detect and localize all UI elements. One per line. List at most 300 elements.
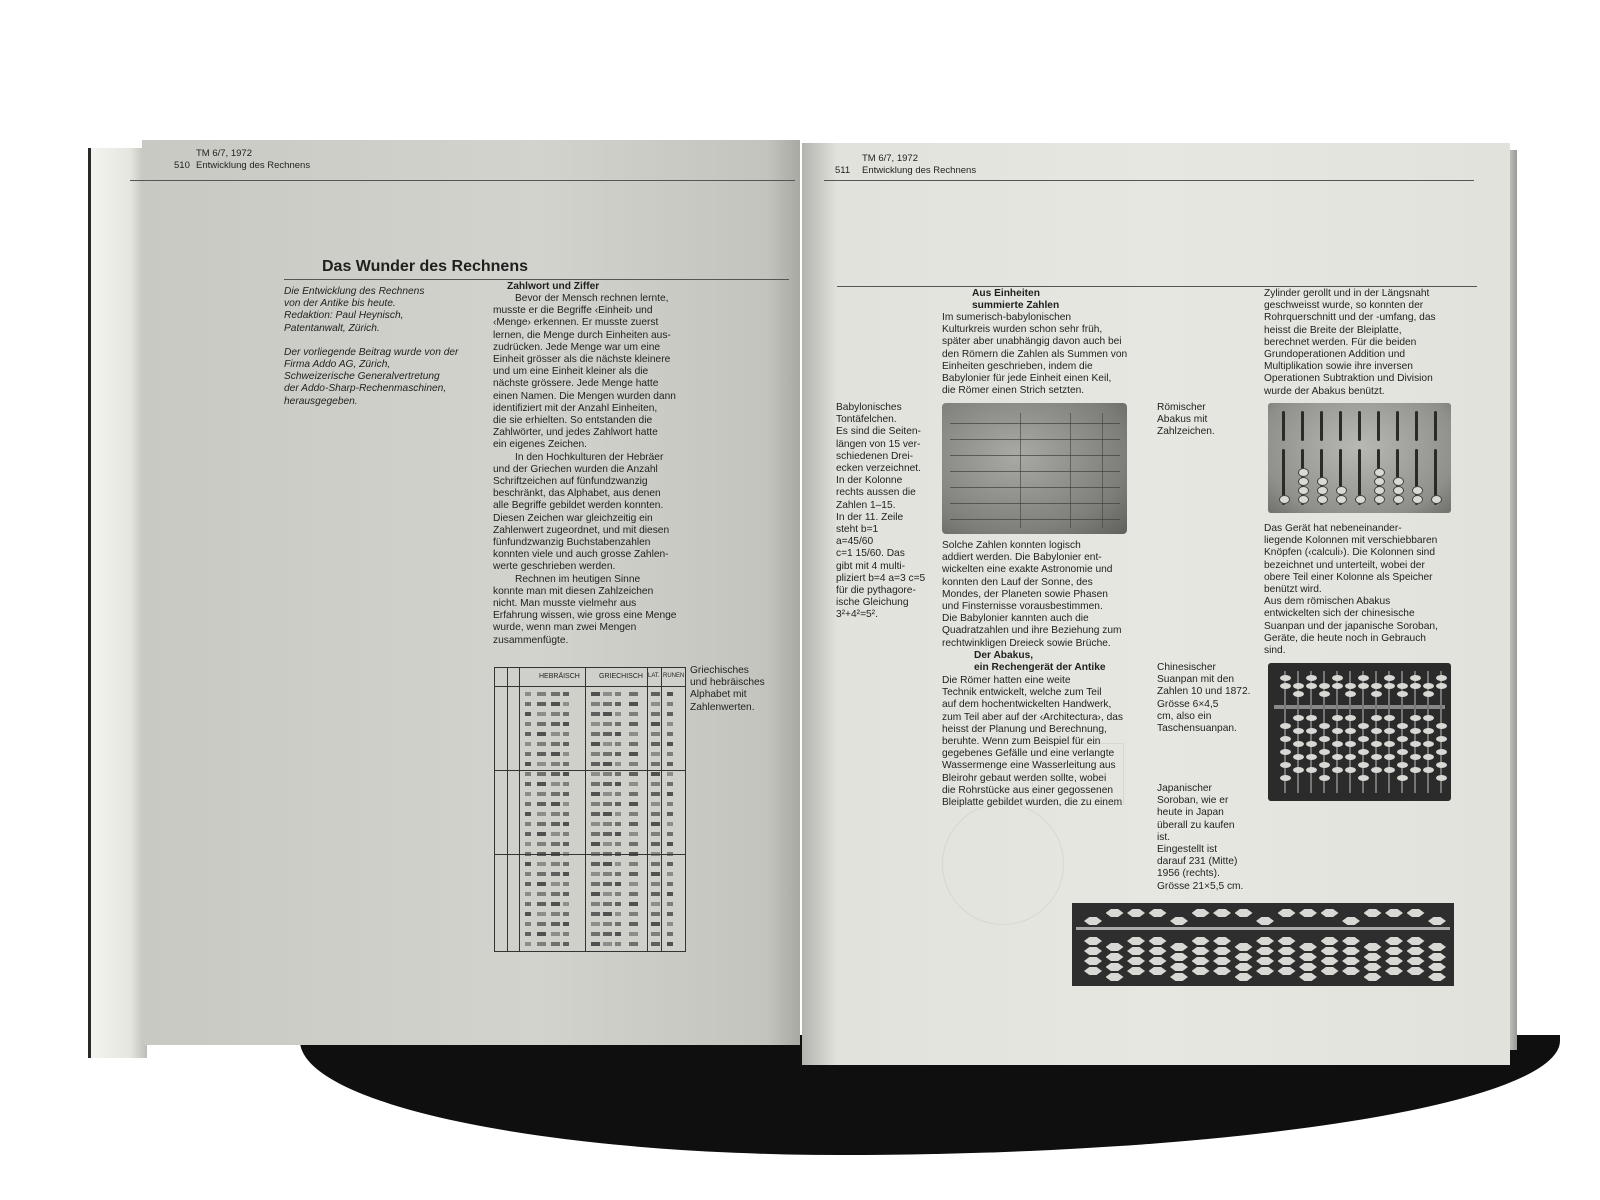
- suanpan-bead: [1306, 741, 1317, 747]
- table-glyph-mark: [667, 842, 673, 846]
- table-glyph-mark: [563, 862, 569, 866]
- table-glyph-mark: [537, 722, 546, 726]
- table-glyph-mark: [591, 892, 600, 896]
- suanpan-bead: [1384, 715, 1395, 721]
- suanpan-bead: [1410, 675, 1421, 681]
- table-glyph-mark: [563, 802, 569, 806]
- intro-line: der Addo-Sharp-Rechenmaschinen,: [284, 383, 447, 395]
- soroban-bead: [1321, 947, 1339, 955]
- table-glyph-mark: [591, 792, 600, 796]
- table-glyph-mark: [525, 922, 531, 926]
- suanpan-bead: [1397, 775, 1408, 781]
- soroban-bead: [1278, 937, 1296, 945]
- soroban-bead: [1342, 937, 1360, 945]
- table-glyph-mark: [615, 812, 621, 816]
- table-glyph-mark: [603, 872, 612, 876]
- table-glyph-mark: [603, 822, 612, 826]
- table-glyph-mark: [651, 742, 660, 746]
- soroban-bead: [1084, 937, 1102, 945]
- table-glyph-mark: [551, 832, 560, 836]
- soroban-bead: [1407, 967, 1425, 975]
- suanpan-bead: [1371, 715, 1382, 721]
- table-glyph-mark: [563, 882, 569, 886]
- table-glyph-mark: [551, 732, 560, 736]
- page-title: Das Wunder des Rechnens: [322, 258, 528, 275]
- table-glyph-mark: [615, 822, 621, 826]
- abacus-bead: [1393, 486, 1404, 495]
- suanpan-bead: [1410, 754, 1421, 760]
- abacus-bead: [1317, 477, 1328, 486]
- soroban-bead: [1170, 963, 1188, 971]
- abacus-bead: [1317, 495, 1328, 504]
- table-glyph-mark: [525, 902, 531, 906]
- table-glyph-mark: [603, 852, 612, 856]
- intro-text: [284, 286, 484, 408]
- suanpan-bead: [1423, 741, 1434, 747]
- soroban-bead: [1364, 943, 1382, 951]
- table-header: LAT.: [648, 673, 660, 679]
- table-glyph-mark: [563, 912, 569, 916]
- table-glyph-mark: [603, 942, 612, 946]
- table-glyph-mark: [629, 762, 638, 766]
- table-glyph-mark: [603, 812, 612, 816]
- table-glyph-mark: [563, 762, 569, 766]
- title-rule: [284, 279, 789, 280]
- soroban-bead: [1192, 957, 1210, 965]
- suanpan-bead: [1371, 683, 1382, 689]
- table-glyph-mark: [525, 812, 531, 816]
- table-glyph-mark: [615, 932, 621, 936]
- soroban-bead: [1342, 947, 1360, 955]
- table-glyph-mark: [615, 762, 621, 766]
- table-glyph-mark: [651, 812, 660, 816]
- article-line: musste er die Begriffe ‹Einheit› und: [493, 305, 653, 317]
- soroban-bead: [1106, 963, 1124, 971]
- table-glyph-mark: [615, 912, 621, 916]
- table-glyph-mark: [551, 752, 560, 756]
- soroban-bead: [1192, 967, 1210, 975]
- table-glyph-mark: [603, 882, 612, 886]
- table-glyph-mark: [591, 912, 600, 916]
- suanpan-bead: [1319, 762, 1330, 768]
- article-line: Einheit grösser als die nächste kleinere: [493, 354, 671, 366]
- table-glyph-mark: [537, 892, 546, 896]
- table-glyph-mark: [563, 752, 569, 756]
- table-glyph-mark: [603, 732, 612, 736]
- table-glyph-mark: [551, 922, 560, 926]
- table-glyph-mark: [651, 912, 660, 916]
- soroban-bead: [1127, 937, 1145, 945]
- table-glyph-mark: [615, 712, 621, 716]
- abacus-slot: [1434, 411, 1437, 441]
- suanpan-bead: [1384, 683, 1395, 689]
- section1-text: Im sumerisch-babylonischen Kulturkreis wurden schon sehr früh, später aber unabhängig davon auch bei den Römern die Zahlen als Summen von Einheiten geschrieben, indem die Babylonier für jede Einheit einen Keil, die Römer einen Strich setzten.: [942, 312, 1128, 397]
- table-glyph-mark: [525, 862, 531, 866]
- table-glyph-mark: [603, 762, 612, 766]
- article-line: Zahlenwert zugeordnet, und mit diesen: [493, 524, 670, 536]
- left-section: Entwicklung des Rechnens: [196, 160, 311, 171]
- soroban-bead: [1235, 963, 1253, 971]
- suanpan-bead: [1332, 715, 1343, 721]
- table-glyph-mark: [525, 752, 531, 756]
- suanpan-bead: [1436, 736, 1447, 742]
- article-heading: Zahlwort und Ziffer: [507, 281, 600, 292]
- intro-line: Patentanwalt, Zürich.: [284, 322, 380, 334]
- suanpan-bead: [1280, 736, 1291, 742]
- table-glyph-mark: [629, 832, 638, 836]
- soroban-bead: [1407, 957, 1425, 965]
- right-page: [802, 143, 1510, 1065]
- suanpan-bead: [1345, 683, 1356, 689]
- table-glyph-mark: [563, 852, 569, 856]
- suanpan-bead: [1410, 728, 1421, 734]
- table-glyph-mark: [667, 892, 673, 896]
- table-glyph-mark: [667, 702, 673, 706]
- table-glyph-mark: [525, 772, 531, 776]
- soroban-bead: [1364, 973, 1382, 981]
- table-glyph-mark: [591, 732, 600, 736]
- article-line: Erfahrung wissen, wie gross eine Menge: [493, 610, 677, 622]
- table-glyph-mark: [591, 832, 600, 836]
- abacus-bead: [1374, 468, 1385, 477]
- table-glyph-mark: [537, 772, 546, 776]
- table-glyph-mark: [591, 742, 600, 746]
- table-glyph-mark: [563, 792, 569, 796]
- table-glyph-mark: [563, 732, 569, 736]
- abacus-bead: [1374, 495, 1385, 504]
- abacus-bead: [1393, 477, 1404, 486]
- suanpan-bead: [1332, 683, 1343, 689]
- soroban-bead: [1385, 937, 1403, 945]
- table-glyph-mark: [667, 822, 673, 826]
- table-glyph-mark: [537, 832, 546, 836]
- table-glyph-mark: [537, 822, 546, 826]
- table-glyph-mark: [603, 782, 612, 786]
- abacus-bead: [1431, 495, 1442, 504]
- table-glyph-mark: [651, 732, 660, 736]
- article-line: lernen, die Menge durch Einheiten aus-: [493, 329, 671, 341]
- suanpan-bead: [1332, 767, 1343, 773]
- table-glyph-mark: [629, 752, 638, 756]
- soroban-bead: [1084, 947, 1102, 955]
- suanpan-bead: [1280, 723, 1291, 729]
- table-glyph-mark: [537, 932, 546, 936]
- soroban-bead: [1364, 963, 1382, 971]
- soroban-bead: [1278, 967, 1296, 975]
- table-glyph-mark: [629, 902, 638, 906]
- soroban-bead: [1192, 947, 1210, 955]
- article-line: zusammenfügte.: [493, 634, 569, 646]
- table-glyph-mark: [667, 912, 673, 916]
- table-glyph-mark: [563, 772, 569, 776]
- article-line: Schriftzeichen auf fünfundzwanzig: [493, 476, 648, 488]
- table-glyph-mark: [615, 842, 621, 846]
- soroban-bead: [1299, 953, 1317, 961]
- section2-text: Die Römer hatten eine weite Technik entwickelt, welche zum Teil auf dem hochentwickelten Handwerk, zum Teil aber auf der ‹Architectura›, das heisst der Planung und Berechnung, beruhte. Wenn zum Beispiel für ein gegebenes Gefälle und eine verlangte Wassermenge eine Wasserleitung aus Bleirohr gebaut werden sollte, wobei die Rohrstücke aus einer gegossenen Bleiplatte gebildet wurden, die zu einem: [942, 675, 1124, 809]
- table-glyph-mark: [551, 792, 560, 796]
- soroban-bead: [1299, 973, 1317, 981]
- soroban-bead: [1149, 967, 1167, 975]
- left-page-stack: [88, 148, 147, 1058]
- table-glyph-mark: [591, 702, 600, 706]
- table-glyph-mark: [615, 742, 621, 746]
- soroban-bead: [1407, 947, 1425, 955]
- soroban-bead: [1106, 909, 1124, 917]
- suanpan-bead: [1436, 683, 1447, 689]
- table-glyph-mark: [603, 772, 612, 776]
- table-glyph-mark: [615, 772, 621, 776]
- table-glyph-mark: [591, 802, 600, 806]
- soroban-bead: [1342, 957, 1360, 965]
- soroban-bead: [1256, 947, 1274, 955]
- table-glyph-mark: [651, 822, 660, 826]
- soroban-bead: [1149, 957, 1167, 965]
- right-section: Entwicklung des Rechnens: [862, 165, 977, 176]
- table-glyph-mark: [551, 702, 560, 706]
- table-glyph-mark: [537, 902, 546, 906]
- japanese-soroban-photo: [1072, 903, 1454, 986]
- soroban-bead: [1127, 957, 1145, 965]
- suanpan-bead: [1358, 723, 1369, 729]
- suanpan-bead: [1371, 741, 1382, 747]
- suanpan-bead: [1423, 728, 1434, 734]
- soroban-bead: [1428, 963, 1446, 971]
- soroban-bead: [1149, 909, 1167, 917]
- table-glyph-mark: [629, 872, 638, 876]
- suanpan-bead: [1397, 762, 1408, 768]
- table-glyph-mark: [563, 712, 569, 716]
- table-glyph-mark: [551, 842, 560, 846]
- table-glyph-mark: [651, 802, 660, 806]
- suanpan-bead: [1332, 754, 1343, 760]
- soroban-bead: [1192, 909, 1210, 917]
- table-glyph-mark: [591, 902, 600, 906]
- table-glyph-mark: [603, 912, 612, 916]
- suanpan-bead: [1436, 675, 1447, 681]
- table-glyph-mark: [591, 882, 600, 886]
- table-glyph-mark: [629, 782, 638, 786]
- table-glyph-mark: [667, 742, 673, 746]
- table-glyph-mark: [525, 732, 531, 736]
- table-glyph-mark: [591, 922, 600, 926]
- table-glyph-mark: [537, 712, 546, 716]
- abacus-bead: [1298, 477, 1309, 486]
- intro-line: von der Antike bis heute.: [284, 298, 396, 310]
- table-glyph-mark: [537, 782, 546, 786]
- abacus-bead: [1298, 468, 1309, 477]
- col3-text: Zylinder gerollt und in der Längsnaht geschweisst wurde, so konnten der Rohrquerschnitt und der -umfang, das heisst die Breite der Bleiplatte, berechnet werden. Für die beiden Grundoperationen Addition und Multiplikation sowie ihre inversen Operationen Subtraktion und Division wurde der Abakus benützt.: [1264, 288, 1436, 397]
- table-glyph-mark: [667, 732, 673, 736]
- suanpan-bead: [1371, 767, 1382, 773]
- table-glyph-mark: [615, 922, 621, 926]
- table-glyph-mark: [651, 922, 660, 926]
- table-glyph-mark: [667, 762, 673, 766]
- table-glyph-mark: [667, 852, 673, 856]
- soroban-bead: [1106, 973, 1124, 981]
- soroban-bead: [1407, 937, 1425, 945]
- table-glyph-mark: [615, 892, 621, 896]
- table-glyph-mark: [651, 692, 660, 696]
- table-glyph-mark: [667, 812, 673, 816]
- suanpan-bead: [1410, 767, 1421, 773]
- left-page-number: 510: [174, 160, 190, 171]
- table-glyph-mark: [603, 922, 612, 926]
- soroban-bead: [1364, 909, 1382, 917]
- suanpan-bead: [1293, 754, 1304, 760]
- soroban-bead: [1385, 909, 1403, 917]
- table-glyph-mark: [551, 712, 560, 716]
- table-glyph-mark: [525, 942, 531, 946]
- table-glyph-mark: [667, 772, 673, 776]
- suanpan-bead: [1423, 683, 1434, 689]
- soroban-bead: [1342, 967, 1360, 975]
- soroban-bead: [1106, 953, 1124, 961]
- suanpan-bead: [1436, 749, 1447, 755]
- table-glyph-mark: [615, 782, 621, 786]
- suanpan-bead: [1397, 736, 1408, 742]
- soroban-bead: [1385, 967, 1403, 975]
- abacus-bead: [1336, 495, 1347, 504]
- table-glyph-mark: [629, 812, 638, 816]
- article-line: Zahlwörter, und jedes Zahlwort hatte: [493, 427, 658, 439]
- col3-text2: Das Gerät hat nebeneinander- liegende Kolonnen mit verschiebbaren Knöpfen (‹calculi›). Die Kolonnen sind bezeichnet und unterteilt, wobei der obere Teil einer Kolonne als Speicher benützt wird. Aus dem römischen Abakus entwickelten sich der chinesische Suanpan und der japanische Soroban, Geräte, die heute noch in Gebrauch sind.: [1264, 523, 1438, 657]
- table-glyph-mark: [563, 742, 569, 746]
- table-glyph-mark: [591, 862, 600, 866]
- abacus-slot: [1339, 411, 1342, 441]
- suanpan-bead: [1384, 741, 1395, 747]
- table-glyph-mark: [651, 892, 660, 896]
- table-glyph-mark: [629, 772, 638, 776]
- table-glyph-mark: [603, 862, 612, 866]
- table-header: HEBRÄISCH: [539, 673, 580, 680]
- soroban-bead: [1106, 943, 1124, 951]
- table-glyph-mark: [629, 742, 638, 746]
- soroban-bead: [1278, 947, 1296, 955]
- suanpan-bead: [1358, 749, 1369, 755]
- roman-abacus-caption: Römischer Abakus mit Zahlzeichen.: [1157, 402, 1215, 438]
- table-glyph-mark: [525, 792, 531, 796]
- table-header: RUNEN: [663, 673, 685, 679]
- chinese-suanpan-caption: Chinesischer Suanpan mit den Zahlen 10 und 1872. Grösse 6×4,5 cm, also ein Taschensuanpan.: [1157, 662, 1251, 735]
- table-glyph-mark: [525, 872, 531, 876]
- soroban-bead: [1428, 953, 1446, 961]
- table-glyph-mark: [563, 722, 569, 726]
- article-line: nächste grössere. Jede Menge hatte: [493, 378, 659, 390]
- table-glyph-mark: [629, 942, 638, 946]
- table-glyph-mark: [591, 872, 600, 876]
- table-glyph-mark: [603, 792, 612, 796]
- table-glyph-mark: [551, 892, 560, 896]
- suanpan-bead: [1397, 683, 1408, 689]
- table-glyph-mark: [629, 932, 638, 936]
- suanpan-bead: [1306, 675, 1317, 681]
- table-glyph-mark: [603, 902, 612, 906]
- table-glyph-mark: [525, 852, 531, 856]
- table-glyph-mark: [667, 782, 673, 786]
- suanpan-bead: [1332, 741, 1343, 747]
- table-glyph-mark: [563, 842, 569, 846]
- intro-line: Redaktion: Paul Heynisch,: [284, 310, 404, 322]
- table-glyph-mark: [667, 802, 673, 806]
- table-glyph-mark: [551, 912, 560, 916]
- suanpan-bead: [1319, 749, 1330, 755]
- table-glyph-mark: [525, 912, 531, 916]
- suanpan-bead: [1332, 728, 1343, 734]
- article-line: In den Hochkulturen der Hebräer: [515, 451, 664, 463]
- table-glyph-mark: [525, 782, 531, 786]
- abacus-bead: [1412, 486, 1423, 495]
- soroban-bead: [1256, 917, 1274, 925]
- suanpan-bead: [1319, 683, 1330, 689]
- table-glyph-mark: [667, 752, 673, 756]
- table-glyph-mark: [651, 932, 660, 936]
- abacus-bead: [1317, 486, 1328, 495]
- table-glyph-mark: [629, 692, 638, 696]
- soroban-bead: [1084, 957, 1102, 965]
- article-line: Bevor der Mensch rechnen lernte,: [515, 293, 669, 304]
- left-header-rule: [130, 180, 795, 181]
- suanpan-bead: [1436, 723, 1447, 729]
- table-glyph-mark: [603, 722, 612, 726]
- table-glyph-mark: [603, 712, 612, 716]
- soroban-bead: [1321, 937, 1339, 945]
- soroban-bead: [1364, 953, 1382, 961]
- soroban-bead: [1428, 943, 1446, 951]
- table-glyph-mark: [651, 702, 660, 706]
- table-glyph-mark: [667, 872, 673, 876]
- table-glyph-mark: [525, 832, 531, 836]
- abacus-slot: [1282, 411, 1285, 441]
- suanpan-bead: [1410, 741, 1421, 747]
- article-line: zudrücken. Jede Menge war um eine: [493, 341, 661, 353]
- suanpan-bead: [1306, 754, 1317, 760]
- babylonian-tablet-photo: [942, 403, 1127, 534]
- table-glyph-mark: [551, 852, 560, 856]
- table-glyph-mark: [551, 872, 560, 876]
- table-glyph-mark: [591, 762, 600, 766]
- table-glyph-mark: [551, 822, 560, 826]
- table-glyph-mark: [603, 752, 612, 756]
- soroban-beam: [1076, 927, 1450, 930]
- soroban-bead: [1278, 909, 1296, 917]
- suanpan-bead: [1319, 736, 1330, 742]
- suanpan-bead: [1358, 736, 1369, 742]
- table-glyph-mark: [525, 712, 531, 716]
- table-glyph-mark: [563, 812, 569, 816]
- soroban-bead: [1407, 909, 1425, 917]
- abacus-slot: [1415, 411, 1418, 441]
- article-line: ein eigenes Zeichen.: [493, 439, 588, 451]
- abacus-bead: [1298, 486, 1309, 495]
- table-glyph-mark: [603, 932, 612, 936]
- table-glyph-mark: [563, 822, 569, 826]
- article-line: und um eine Einheit kleiner als die: [493, 366, 649, 378]
- table-glyph-mark: [591, 932, 600, 936]
- table-glyph-mark: [525, 932, 531, 936]
- table-glyph-mark: [603, 802, 612, 806]
- table-glyph-mark: [537, 912, 546, 916]
- table-glyph-mark: [591, 812, 600, 816]
- table-glyph-mark: [603, 742, 612, 746]
- table-glyph-mark: [537, 862, 546, 866]
- intro-line: Schweizerische Generalvertretung: [284, 371, 440, 383]
- suanpan-bead: [1293, 691, 1304, 697]
- table-glyph-mark: [525, 722, 531, 726]
- table-glyph-mark: [629, 852, 638, 856]
- right-header-rule: [824, 180, 1474, 181]
- table-glyph-mark: [629, 802, 638, 806]
- table-glyph-mark: [525, 822, 531, 826]
